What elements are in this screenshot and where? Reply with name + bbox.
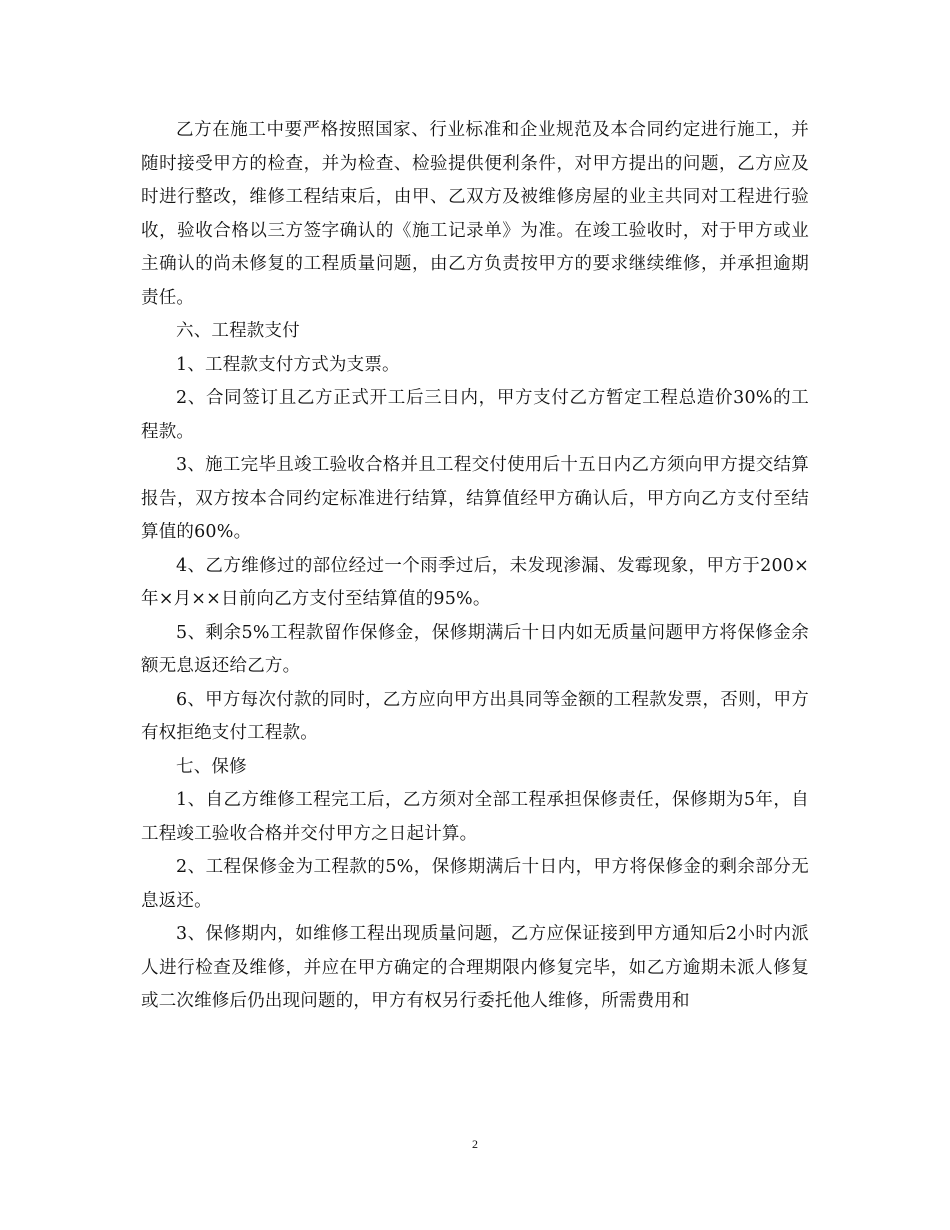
- warranty-clause-3: 3、保修期内，如维修工程出现质量问题，乙方应保证接到甲方通知后2小时内派人进行检查及维修，并应在甲方确定的合理期限内修复完毕，如乙方逾期未派人修复或二次维修后仍出现问题的，甲方有权另行委托他人维修，所需费用和: [141, 924, 809, 1011]
- payment-clause-1: 1、工程款支付方式为支票。: [176, 354, 400, 375]
- warranty-clause-2: 2、工程保修金为工程款的5%，保修期满后十日内，甲方将保修金的剩余部分无息返还。: [141, 857, 809, 911]
- payment-clause-2: 2、合同签订且乙方正式开工后三日内，甲方支付乙方暂定工程总造价30%的工程款。: [141, 388, 809, 442]
- payment-clause-3: 3、施工完毕且竣工验收合格并且工程交付使用后十五日内乙方须向甲方提交结算报告，双方按本合同约定标准进行结算，结算值经甲方确认后，甲方向乙方支付至结算值的60%。: [141, 455, 809, 542]
- payment-clause-6: 6、甲方每次付款的同时，乙方应向甲方出具同等金额的工程款发票，否则，甲方有权拒绝支付工程款。: [141, 689, 809, 743]
- payment-clause-5: 5、剩余5%工程款留作保修金，保修期满后十日内如无质量问题甲方将保修金余额无息返还给乙方。: [141, 622, 809, 676]
- document-body: [141, 114, 809, 1019]
- warranty-clause-1: 1、自乙方维修工程完工后，乙方须对全部工程承担保修责任，保修期为5年，自工程竣工验收合格并交付甲方之日起计算。: [141, 790, 809, 844]
- section-heading-payment: 六、工程款支付: [176, 321, 300, 341]
- section-heading-warranty: 七、保修: [176, 756, 247, 777]
- payment-clause-4: 4、乙方维修过的部位经过一个雨季过后，未发现渗漏、发霉现象，甲方于200×年×月××日前向乙方支付至结算值的95%。: [141, 555, 809, 609]
- page-number: 2: [472, 1137, 478, 1151]
- paragraph-construction-inspection: 乙方在施工中要严格按照国家、行业标准和企业规范及本合同约定进行施工，并随时接受甲方的检查，并为检查、检验提供便利条件，对甲方提出的问题，乙方应及时进行整改，维修工程结束后，由甲、乙双方及被维修房屋的业主共同对工程进行验收，验收合格以三方签字确认的《施工记录单》为准。在竣工验收时，对于甲方或业主确认的尚未修复的工程质量问题，由乙方负责按甲方的要求继续维修，并承担逾期责任。: [141, 120, 809, 308]
